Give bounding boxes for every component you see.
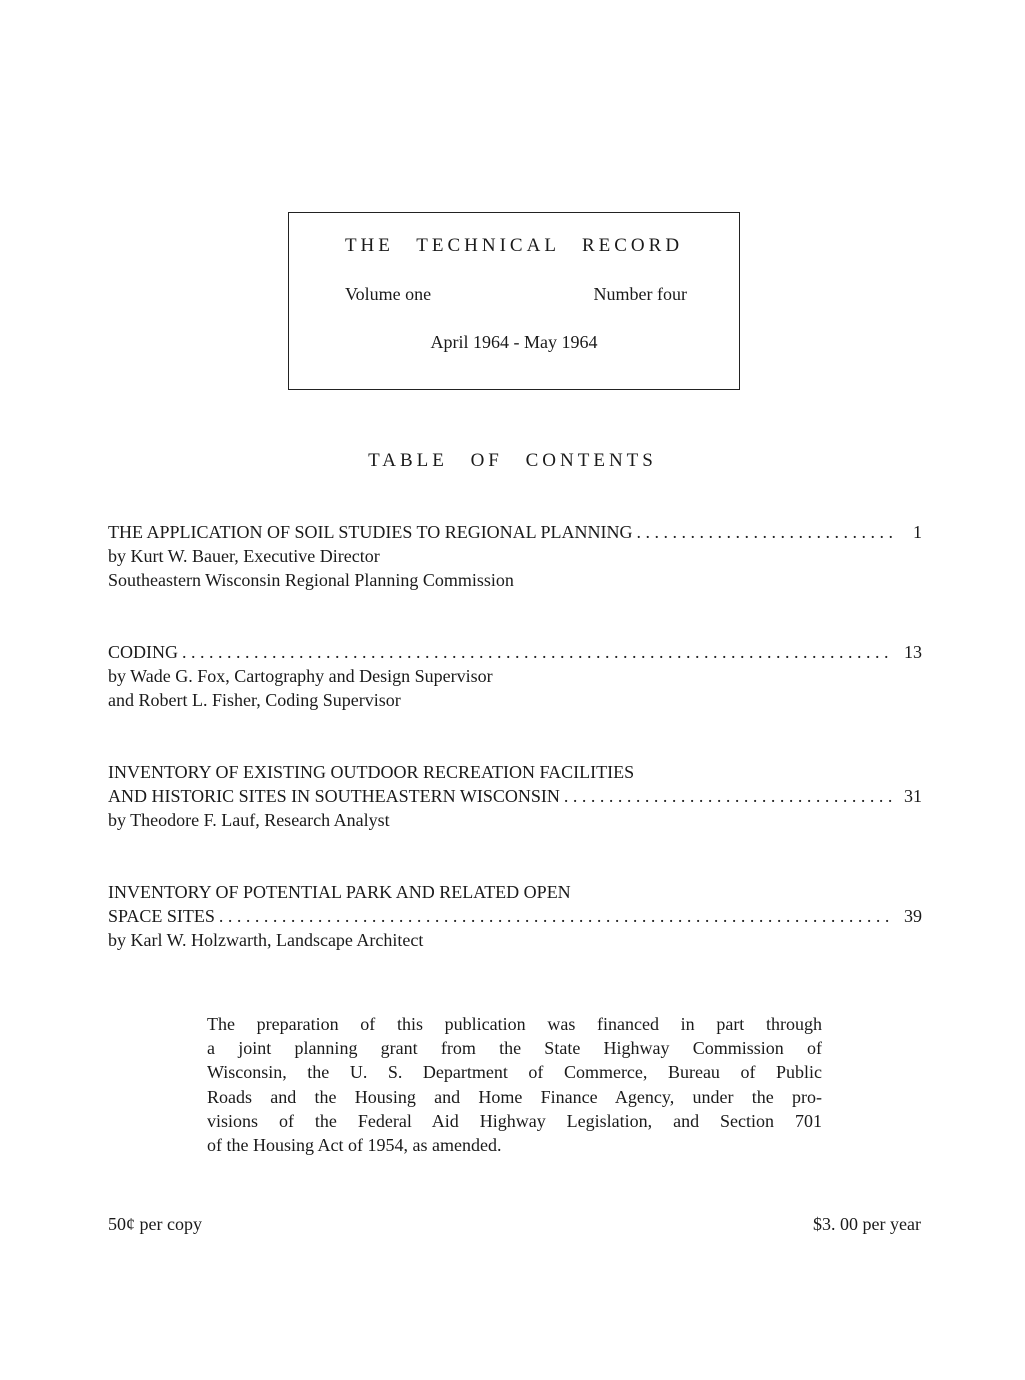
funding-note-line: Roads and the Housing and Home Finance Agency, under the pro-	[207, 1086, 822, 1107]
toc-entry-title: AND HISTORIC SITES IN SOUTHEASTERN WISCONSIN	[108, 786, 560, 806]
toc-entry-page: 1	[913, 522, 922, 542]
publication-title: THE TECHNICAL RECORD	[344, 235, 684, 256]
toc-entry-byline: by Theodore F. Lauf, Research Analyst	[108, 810, 390, 830]
toc-entry-title-row	[108, 520, 922, 544]
funding-note-line: Wisconsin, the U. S. Department of Commerce, Bureau of Public	[207, 1062, 822, 1083]
volume-label: Volume one	[345, 284, 432, 304]
toc-entry-title-row	[108, 784, 922, 808]
leader-dots	[637, 520, 892, 544]
toc-entry-soil-studies	[108, 520, 922, 592]
toc-entry-title: THE APPLICATION OF SOIL STUDIES TO REGIONAL PLANNING	[108, 522, 633, 542]
toc-entry-page: 39	[904, 906, 922, 926]
leader-dots	[182, 640, 892, 664]
toc-entry-park-sites	[108, 880, 922, 952]
funding-note-line: visions of the Federal Aid Highway Legislation, and Section 701	[207, 1110, 822, 1131]
toc-entry-title: SPACE SITES	[108, 906, 215, 926]
toc-heading: TABLE OF CONTENTS	[368, 450, 657, 471]
toc-entry-byline: by Kurt W. Bauer, Executive Director	[108, 546, 380, 566]
toc-entry-page: 31	[904, 786, 922, 806]
toc-entry-title: INVENTORY OF POTENTIAL PARK AND RELATED OPEN	[108, 882, 571, 902]
funding-note-line: of the Housing Act of 1954, as amended.	[207, 1134, 502, 1155]
leader-dots	[219, 904, 892, 928]
toc-entry-byline: Southeastern Wisconsin Regional Planning Commission	[108, 570, 514, 590]
price-per-year: $3. 00 per year	[813, 1214, 921, 1234]
toc-entry-byline: by Wade G. Fox, Cartography and Design Supervisor	[108, 666, 493, 686]
toc-entry-outdoor-recreation	[108, 760, 922, 832]
funding-note-line: a joint planning grant from the State Highway Commission of	[207, 1038, 822, 1059]
issue-number-label: Number four	[593, 284, 687, 304]
toc-entry-page: 13	[904, 642, 922, 662]
toc-entry-byline: and Robert L. Fisher, Coding Supervisor	[108, 690, 401, 710]
issue-date: April 1964 - May 1964	[430, 332, 598, 352]
price-per-copy: 50¢ per copy	[108, 1214, 202, 1234]
toc-entry-byline: by Karl W. Holzwarth, Landscape Architect	[108, 930, 424, 950]
masthead-box	[288, 212, 740, 390]
funding-note	[207, 1012, 822, 1157]
toc-entry-title: CODING	[108, 642, 178, 662]
toc-entry-title-row	[108, 904, 922, 928]
leader-dots	[564, 784, 892, 808]
toc-entry-coding	[108, 640, 922, 712]
funding-note-line: The preparation of this publication was financed in part through	[207, 1014, 822, 1034]
toc-entry-title: INVENTORY OF EXISTING OUTDOOR RECREATION FACILITIES	[108, 762, 635, 782]
toc-entry-title-row	[108, 640, 922, 664]
